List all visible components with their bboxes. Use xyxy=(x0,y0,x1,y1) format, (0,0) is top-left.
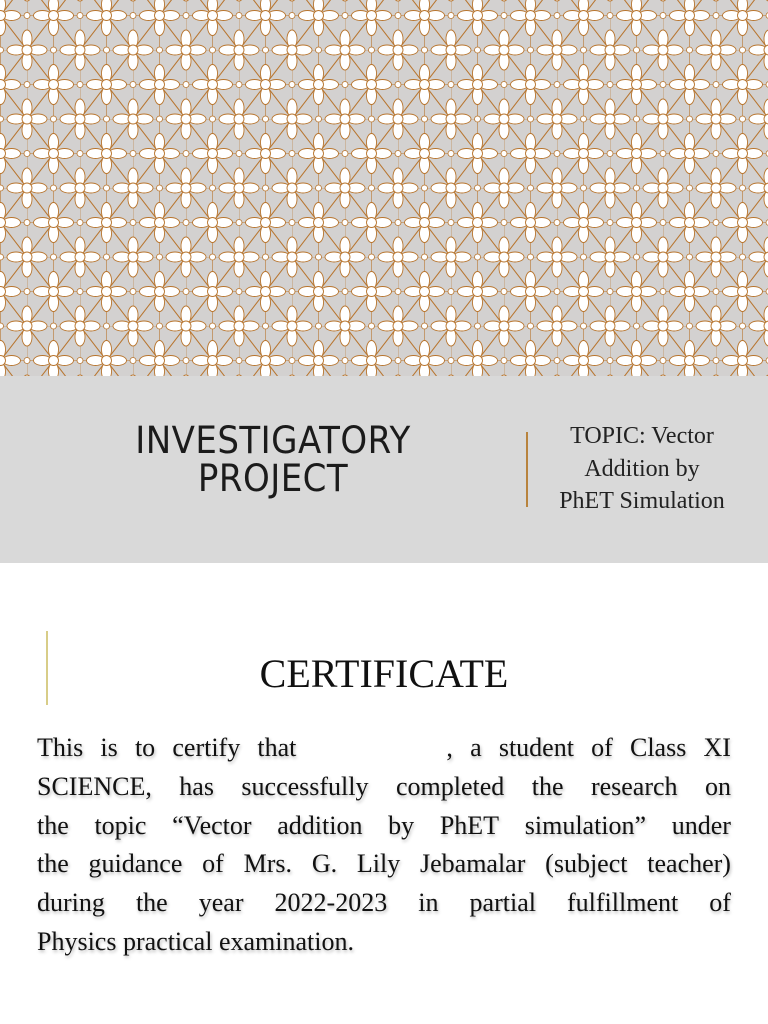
certificate-body xyxy=(37,729,731,962)
title-line-1: INVESTIGATORY xyxy=(135,419,411,462)
word: XI xyxy=(703,733,731,762)
word: , xyxy=(446,733,453,762)
word: teacher) xyxy=(647,849,731,879)
word: of xyxy=(591,733,613,762)
word: simulation” xyxy=(524,810,647,840)
floral-lattice-pattern xyxy=(0,0,768,376)
body-line-1 xyxy=(37,729,731,768)
word: addition xyxy=(277,810,363,840)
word: fulfillment xyxy=(567,888,679,918)
word: has xyxy=(179,771,214,801)
word: Mrs. xyxy=(243,849,293,879)
word: a xyxy=(470,733,482,762)
body-line-3 xyxy=(37,807,731,846)
word: is xyxy=(100,733,118,762)
word: completed xyxy=(395,771,505,801)
body-line-2 xyxy=(37,768,731,807)
word: Class xyxy=(629,733,687,762)
word: on xyxy=(705,771,731,801)
word: This xyxy=(37,733,84,762)
word: to xyxy=(134,733,156,762)
word: (subject xyxy=(545,849,628,879)
certificate-heading: CERTIFICATE xyxy=(259,651,509,696)
body-line-6 xyxy=(37,923,731,962)
word: research xyxy=(590,771,678,801)
topic-subtitle xyxy=(540,420,744,518)
word: Lily xyxy=(356,849,401,879)
word: “Vector xyxy=(172,810,252,840)
topic-line-2: Addition by xyxy=(584,455,700,482)
word: Jebamalar xyxy=(420,849,526,879)
word: SCIENCE, xyxy=(37,771,152,801)
word: during xyxy=(37,888,105,918)
word: successfully xyxy=(241,771,369,801)
name-blank-group xyxy=(257,729,453,768)
word: that xyxy=(257,733,297,762)
word: year xyxy=(198,888,244,918)
word: under xyxy=(671,810,731,840)
word: G. xyxy=(311,849,338,879)
word: student xyxy=(498,733,574,762)
word: the xyxy=(37,810,69,840)
word: 2022-2023 xyxy=(274,888,388,918)
word: Physics practical examination. xyxy=(37,926,354,956)
word: certify xyxy=(172,733,241,762)
word: in xyxy=(418,888,439,918)
word: of xyxy=(709,888,731,918)
word: the xyxy=(37,849,69,879)
project-title xyxy=(105,419,442,500)
word: partial xyxy=(469,888,536,918)
title-divider xyxy=(526,432,528,507)
topic-line-1: TOPIC: Vector xyxy=(570,423,714,449)
body-line-4 xyxy=(37,845,731,884)
body-line-5 xyxy=(37,884,731,923)
word: the xyxy=(135,888,168,918)
word: by xyxy=(388,810,415,840)
word: the xyxy=(531,771,564,801)
title-line-2: PROJECT xyxy=(197,457,349,500)
decorative-pattern-banner xyxy=(0,0,768,376)
word: guidance xyxy=(88,849,183,879)
student-name-blank xyxy=(296,729,446,768)
word: of xyxy=(202,849,224,879)
topic-line-3: PhET Simulation xyxy=(559,488,725,514)
word: topic xyxy=(94,810,147,840)
word: PhET xyxy=(439,810,500,840)
